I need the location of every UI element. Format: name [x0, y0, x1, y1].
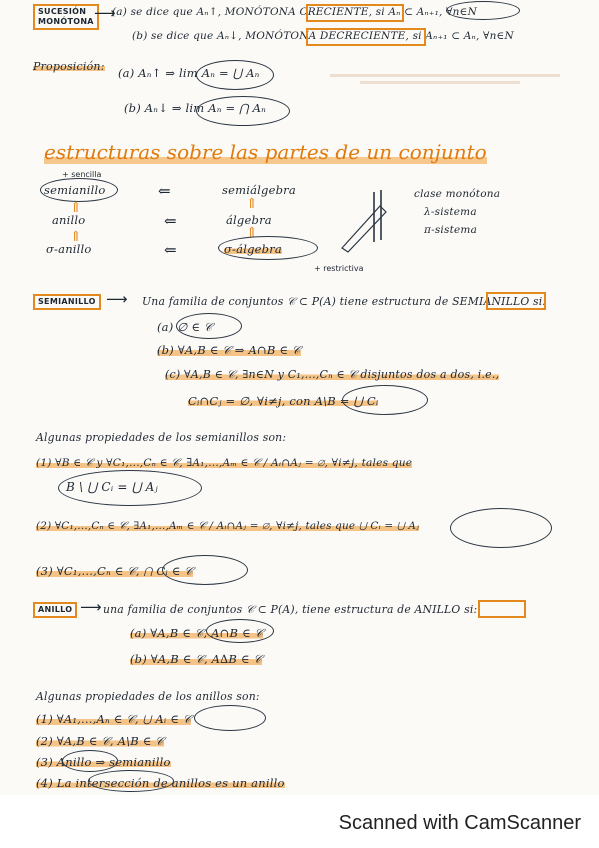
up-arrow-icon: ⇑ — [70, 200, 82, 216]
side-pi-sistema: π-sistema — [424, 224, 478, 236]
anillo-prop4: (4) La intersección de anillos es un anillo — [36, 776, 285, 790]
anillo-a: (a) ∀A,B ∈ 𝒞, A∩B ∈ 𝒞 — [130, 626, 264, 640]
semianillo-prop3: (3) ∀C₁,...,Cₙ ∈ 𝒞, ⋂ Cᵢ ∈ 𝒞 — [36, 564, 193, 578]
def-monotona-decreciente: (b) se dice que Aₙ↓, MONÓTONA DECRECIENTE, si Aₙ₊₁ ⊂ Aₙ, ∀n∈N — [132, 30, 514, 42]
semianillo-prop1: (1) ∀B ∈ 𝒞 y ∀C₁,...,Cₙ ∈ 𝒞, ∃A₁,...,Aₘ ∈ 𝒞 / Aᵢ∩Aⱼ = ∅, ∀i≠j, tales que — [36, 457, 413, 469]
proposicion-b: (b) Aₙ↓ ⇒ lim Aₙ = ⋂ Aₙ — [124, 101, 267, 115]
semianillo-intro: Una familia de conjuntos 𝒞 ⊂ P(A) tiene estructura de SEMIANILLO si: — [142, 295, 547, 308]
label-sucesion-monotona: SUCESIÓN MONÓTONA — [33, 4, 99, 30]
hier-semianillo: semianillo — [44, 183, 106, 197]
side-lambda-sistema: λ-sistema — [424, 206, 477, 218]
scan-smudge — [360, 81, 520, 84]
hier-implies-3: ⇐ — [164, 241, 177, 259]
hier-implies-2: ⇐ — [164, 212, 177, 230]
up-arrow-icon: ⇑ — [246, 225, 258, 241]
up-arrow-icon: ⇑ — [70, 229, 82, 245]
anillo-props-intro: Algunas propiedades de los anillos son: — [36, 690, 260, 703]
proposicion-label: Proposición: — [33, 60, 105, 73]
hier-semialgebra: semiálgebra — [222, 183, 296, 197]
scanner-footer — [0, 795, 599, 848]
scan-smudge — [330, 74, 560, 77]
semianillo-prop2: (2) ∀C₁,...,Cₙ ∈ 𝒞, ∃A₁,...,Aₘ ∈ 𝒞 / Aᵢ∩Aⱼ = ∅, ∀i≠j, tales que ⋃ Cᵢ = ⋃ Aⱼ — [36, 520, 420, 532]
hl-monotona-creciente — [306, 4, 404, 22]
arrow-icon: ⟶ — [94, 4, 116, 22]
note-mas-restrictiva: + restrictiva — [314, 264, 364, 273]
anillo-intro: una familia de conjuntos 𝒞 ⊂ P(A), tiene estructura de ANILLO si: — [103, 603, 478, 616]
up-arrow-icon: ⇑ — [246, 196, 258, 212]
hier-implies-1: ⇐ — [158, 182, 171, 200]
hl-monotona-decreciente — [306, 28, 426, 46]
semianillo-b: (b) ∀A,B ∈ 𝒞 ⇒ A∩B ∈ 𝒞 — [157, 343, 301, 357]
scanner-watermark: Scanned with CamScanner — [338, 812, 581, 834]
hier-anillo: anillo — [52, 213, 86, 227]
circle-mark — [194, 705, 266, 731]
note-mas-sencilla: + sencilla — [62, 170, 102, 179]
semianillo-c2: Cᵢ∩Cⱼ = ∅, ∀i≠j, con A\B = ⋃ Cᵢ — [188, 394, 379, 408]
pencil-icon — [334, 186, 394, 256]
anillo-b: (b) ∀A,B ∈ 𝒞, A∆B ∈ 𝒞 — [130, 652, 263, 666]
def-monotona-creciente: (a) se dice que Aₙ↑, MONÓTONA CRECIENTE, si Aₙ ⊂ Aₙ₊₁, ∀n∈N — [112, 6, 477, 18]
anillo-prop2: (2) ∀A,B ∈ 𝒞, A\B ∈ 𝒞 — [36, 734, 164, 748]
anillo-prop3: (3) Anillo ⇒ semianillo — [36, 755, 171, 769]
semianillo-a: (a) ∅ ∈ 𝒞 — [157, 320, 213, 334]
semianillo-prop1b: B \ ⋃ Cᵢ = ⋃ Aⱼ — [66, 480, 158, 494]
arrow-icon: ⟶ — [106, 290, 128, 308]
hier-algebra: álgebra — [226, 213, 272, 227]
hl-anillo-inline — [478, 600, 526, 618]
label-anillo: ANILLO — [33, 602, 77, 618]
anillo-prop1: (1) ∀A₁,...,Aₙ ∈ 𝒞, ⋃ Aᵢ ∈ 𝒞 — [36, 712, 192, 726]
hier-sigma-algebra: σ-álgebra — [224, 242, 282, 256]
hier-sigma-anillo: σ-anillo — [46, 242, 92, 256]
proposicion-a: (a) Aₙ↑ ⇒ lim Aₙ = ⋃ Aₙ — [118, 66, 260, 80]
semianillo-props-intro: Algunas propiedades de los semianillos son: — [36, 431, 287, 444]
semianillo-c1: (c) ∀A,B ∈ 𝒞, ∃n∈N y C₁,...,Cₙ ∈ 𝒞 disjuntos dos a dos, i.e., — [165, 368, 500, 381]
circle-mark — [450, 508, 552, 548]
section-title: estructuras sobre las partes de un conjunto — [44, 140, 487, 164]
label-semianillo: SEMIANILLO — [33, 294, 101, 310]
hl-semianillo-inline — [486, 292, 546, 310]
arrow-icon: ⟶ — [80, 598, 102, 616]
side-clase-monotona: clase monótona — [414, 188, 501, 200]
